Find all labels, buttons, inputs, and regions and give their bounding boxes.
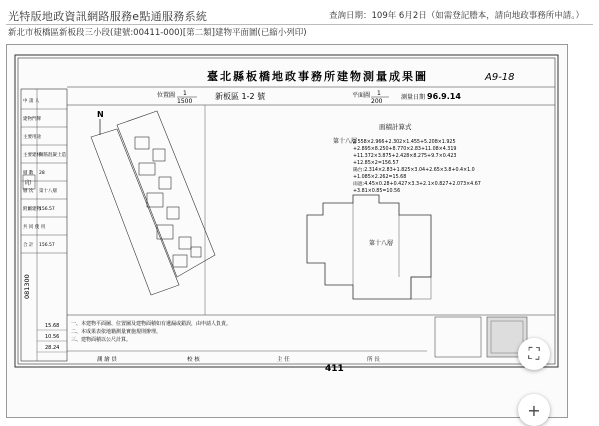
left-table-value: 10.56 xyxy=(45,334,60,340)
location-map-unit xyxy=(179,237,191,249)
left-table-value: 156.57 xyxy=(39,243,55,248)
plan-scale-prefix: 平面圖 xyxy=(352,92,371,99)
left-table-label: 層 次 xyxy=(23,189,34,194)
location-map-unit xyxy=(135,137,149,149)
area-calc-line: +1.085×2.262=15.68 xyxy=(353,175,407,180)
footer-signature-label: 所 長 xyxy=(367,357,380,363)
page-header xyxy=(0,0,599,40)
location-area-text: 新板區 1-2 號 xyxy=(215,92,266,101)
left-table-label: 共 同 使 用 xyxy=(23,225,46,230)
area-calc-line: 陽台:2.314×2.83+1.825×3.04+2.65×3.8+0.4×1.0 xyxy=(353,168,475,173)
location-map-unit xyxy=(153,149,165,161)
left-table-label: 建物門牌 xyxy=(23,117,41,122)
document-reference: 新北市板橋區新板段三小段(建號:00411-000)[第二類]建物平面圖(已縮小列印) xyxy=(8,28,307,38)
left-table-value: 鋼筋混凝土造 xyxy=(39,153,66,158)
left-table-label: 層 數 xyxy=(23,171,34,176)
note-line: 一、本建物平面圖、位置圖及建物面積如有遺漏或錯誤，由申請人負責。 xyxy=(71,321,232,327)
left-stamp-text: 印 xyxy=(25,180,32,187)
plan-scale-numerator: 1 xyxy=(377,90,381,97)
building-plan-sheet xyxy=(6,44,568,418)
left-table-label: 主要用途 xyxy=(23,135,41,140)
location-map-unit xyxy=(147,193,163,207)
left-table-value: 第十八層 xyxy=(39,189,57,194)
plan-sheet-number: A9-18 xyxy=(485,72,515,83)
floor-plan-stair xyxy=(411,277,431,299)
area-calc-line: 2.558×2.966+2.302×1.455+5.208×1.925 xyxy=(353,140,456,145)
note-line: 三、建物面積以公尺計算。 xyxy=(71,337,132,343)
location-map xyxy=(91,111,215,295)
area-calc-line: 雨遮:4.45×0.28+0.427×3.3+2.1×0.827+2.073×4.67 xyxy=(353,182,481,187)
area-calc-title: 面積計算式 xyxy=(379,123,412,131)
location-map-unit xyxy=(191,247,201,257)
area-calc-line: +12.85×2=156.57 xyxy=(353,161,399,166)
left-table-value: 28 xyxy=(39,171,45,176)
location-scale-denominator: 1500 xyxy=(177,98,193,105)
footer-signature-label: 主 任 xyxy=(277,357,290,363)
left-table-label: 主要建材 xyxy=(23,153,41,158)
footer-signature-label: 測 繪 員 xyxy=(97,357,117,363)
room-label: 第十八層 xyxy=(369,240,394,247)
zoom-in-button[interactable] xyxy=(518,394,550,426)
fit-screen-icon: ⛶ xyxy=(528,344,540,363)
official-stamp-box xyxy=(435,317,481,357)
area-calc-line: +11.372×3.875+2.428×8.275+9.7×0.423 xyxy=(353,154,457,159)
location-scale-prefix: 位置圖 xyxy=(157,92,176,99)
plan-inner-frame xyxy=(18,58,555,364)
location-scale-numerator: 1 xyxy=(183,90,187,97)
building-plan-drawing xyxy=(7,45,567,417)
plus-icon: + xyxy=(527,400,541,420)
plan-scale-denominator: 200 xyxy=(371,98,383,105)
location-map-unit xyxy=(173,255,187,267)
location-map-unit xyxy=(159,177,171,189)
area-calc-line: +3.81×0.85=10.56 xyxy=(353,189,401,194)
left-table-label: 中 請 人 xyxy=(23,99,40,104)
survey-date-value: 96.9.14 xyxy=(427,92,461,101)
area-calc-line: +2.895×8.250+8.770×2.83+11.08×4.319 xyxy=(353,147,457,152)
floor-plan xyxy=(307,195,431,299)
plan-title: 臺北縣板橋地政事務所建物測量成果圖 xyxy=(207,70,428,83)
note-line: 二、本成果表依地籍測量實施規則辦理。 xyxy=(71,329,162,335)
fit-screen-button[interactable] xyxy=(518,338,550,370)
location-map-unit xyxy=(167,207,179,219)
left-table-value: 28.24 xyxy=(45,345,60,351)
area-calc-lines xyxy=(353,139,481,194)
left-side-number: 081300 xyxy=(23,274,31,299)
notes-block xyxy=(71,320,231,343)
location-map-road xyxy=(91,129,179,295)
north-arrow-label: N xyxy=(97,110,104,119)
left-table-label: 附屬建物 xyxy=(23,207,41,212)
left-table-label: 合 計 xyxy=(23,243,34,248)
footer-signature-label: 校 核 xyxy=(187,357,200,363)
left-table-value: 156.57 xyxy=(39,207,55,212)
building-number: 411 xyxy=(325,364,344,374)
floor-plan-outline xyxy=(307,195,431,299)
query-date-text: 查詢日期：109年 6月2日（如需登記謄本，請向地政事務所申請。） xyxy=(329,11,584,21)
floor-label: 第十八層 xyxy=(333,138,358,145)
left-table-rows xyxy=(21,97,67,352)
left-table-value: 15.68 xyxy=(45,323,60,329)
location-map-unit xyxy=(139,163,155,175)
site-title: 光特版地政資訊網路服務e點通服務系統 xyxy=(8,10,208,23)
survey-date-label: 測量日期 xyxy=(401,94,426,101)
header-divider xyxy=(6,24,593,25)
footer-signature-row xyxy=(97,355,380,363)
